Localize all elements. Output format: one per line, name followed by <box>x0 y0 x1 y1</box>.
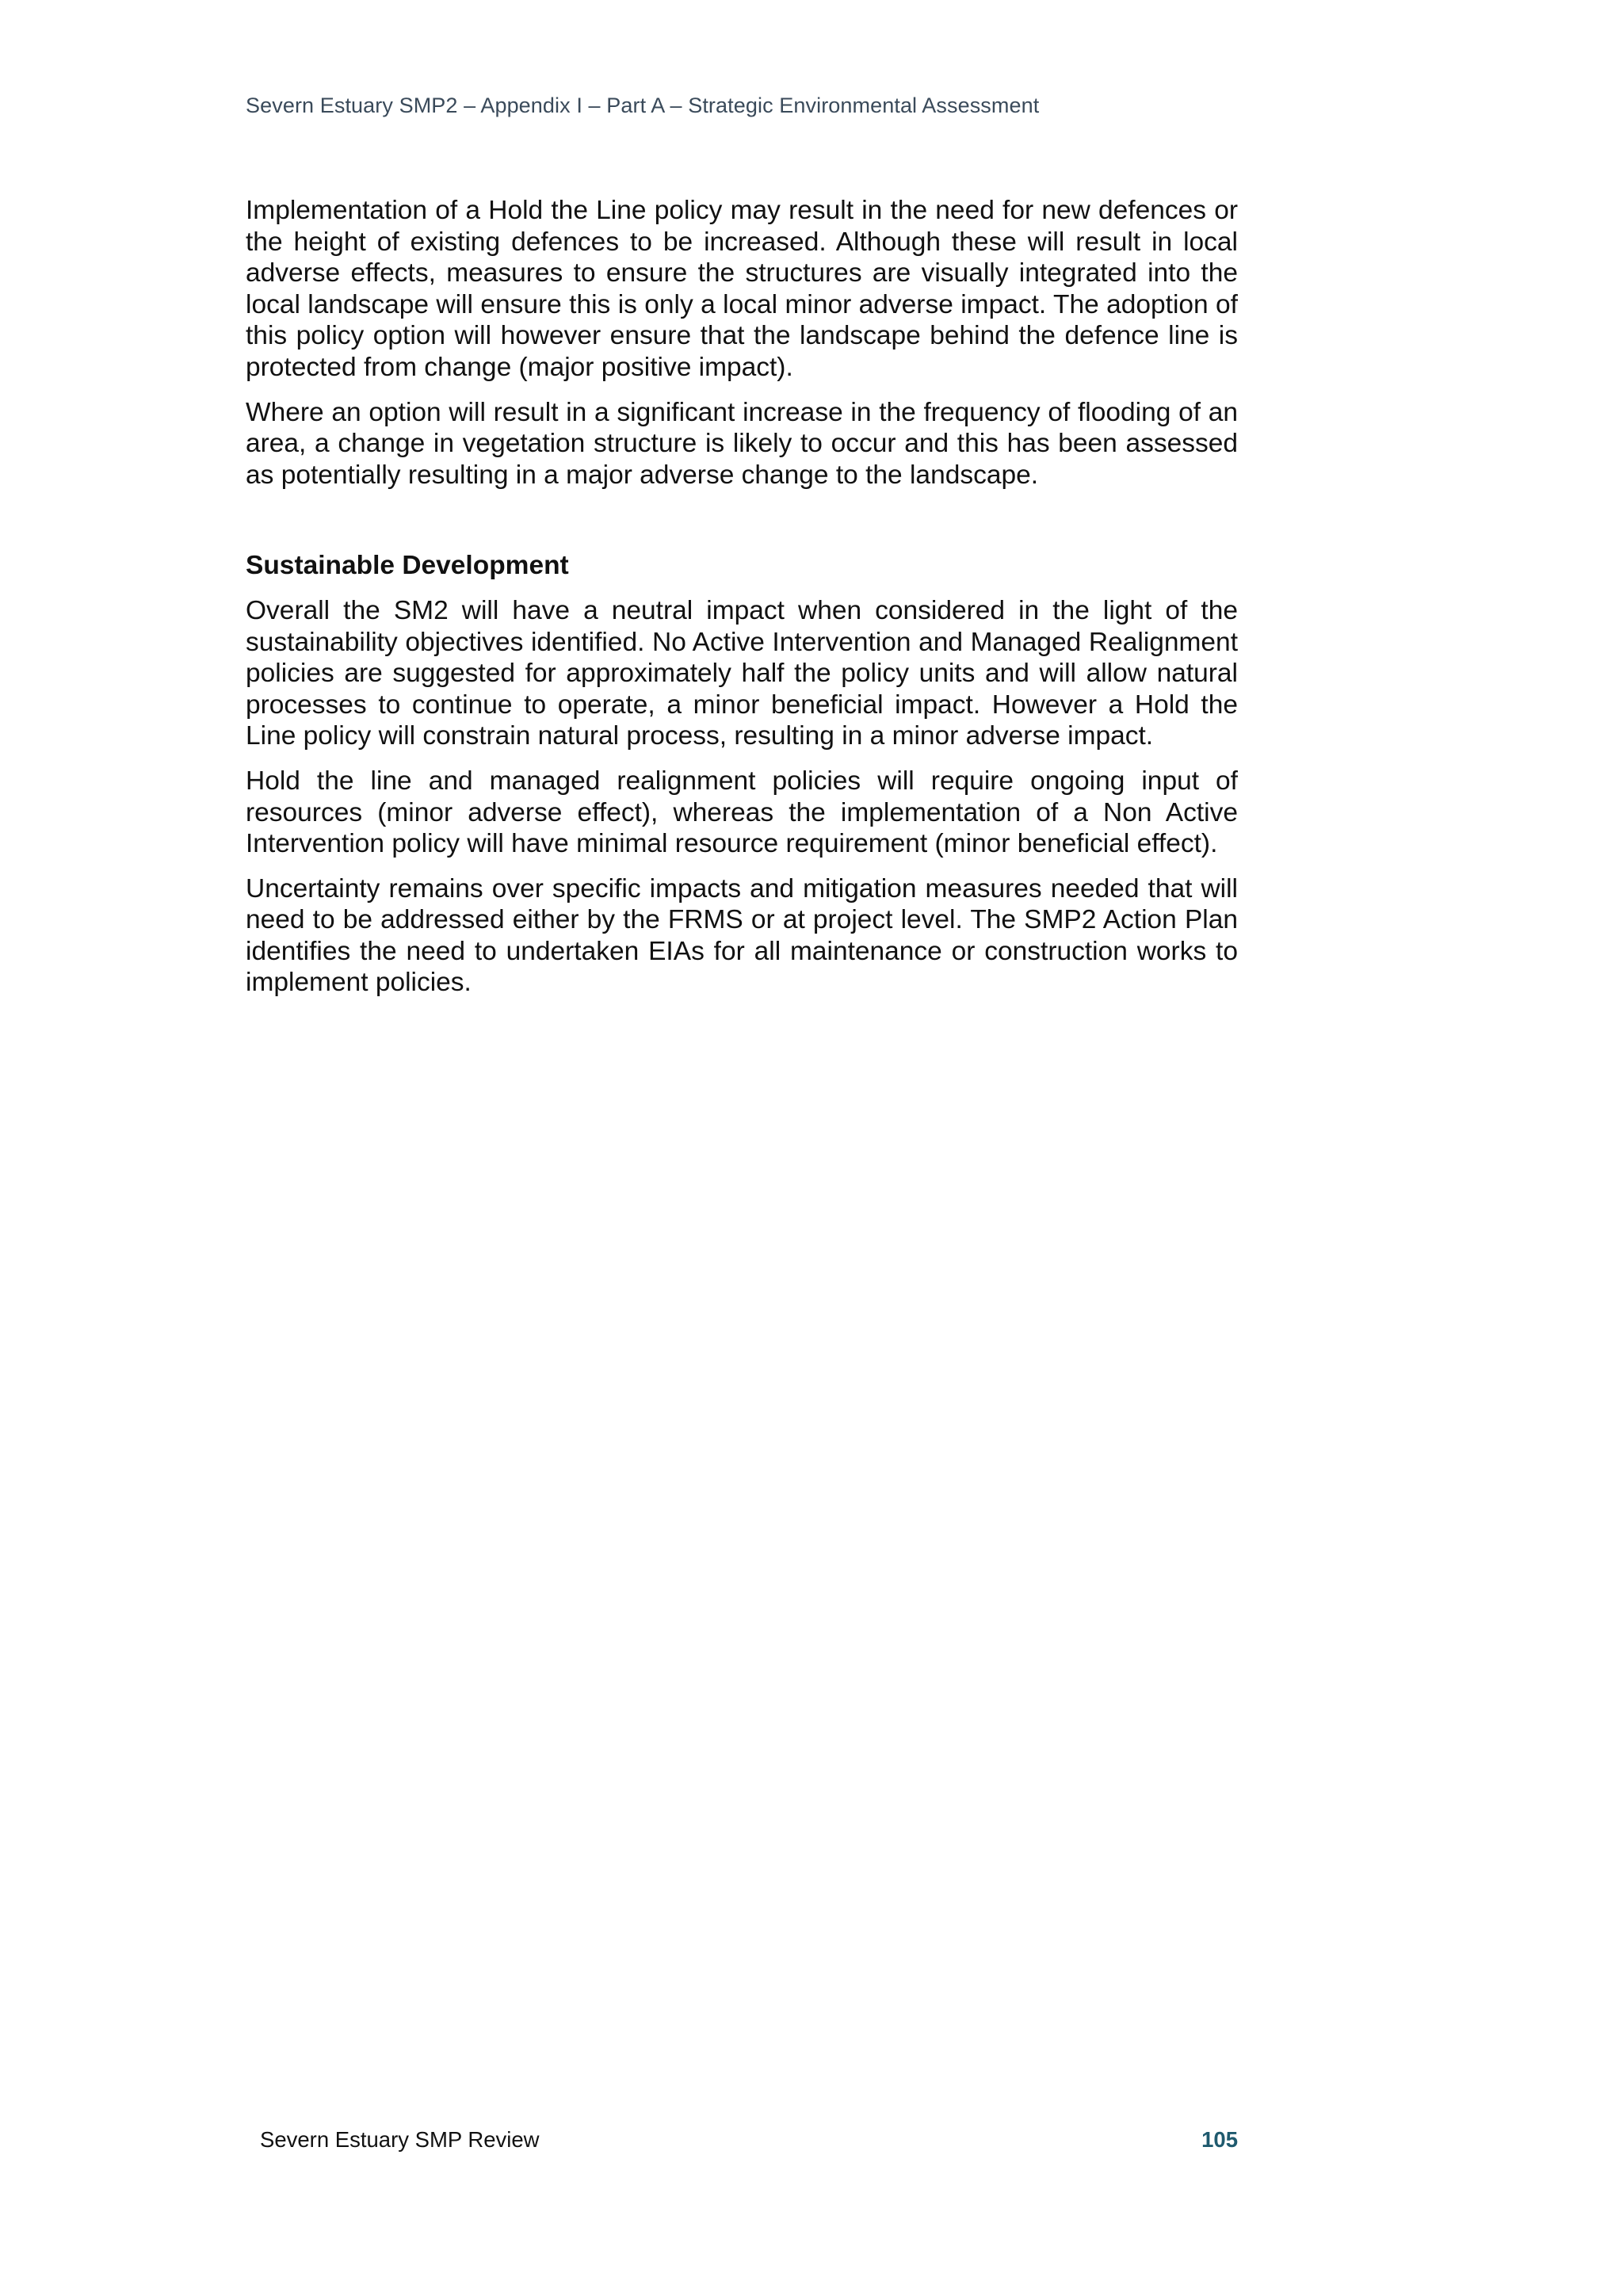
paragraph: Overall the SM2 will have a neutral impact when considered in the light of the sustainability objectives identified. No Active Intervention and Managed Realignment policies are suggested for approximately half the policy units and will allow natural processes to continue to operate, a minor beneficial impact. However a Hold the Line policy will constrain natural process, resulting in a minor adverse impact. <box>246 595 1238 751</box>
paragraph: Implementation of a Hold the Line policy may result in the need for new defences or the height of existing defences to be increased. Although these will result in local adverse effects, measures to ensure the structures are visually integrated into the local landscape will ensure this is only a local minor adverse impact. The adoption of this policy option will however ensure that the landscape behind the defence line is protected from change (major positive impact). <box>246 196 1238 382</box>
running-header: Severn Estuary SMP2 – Appendix I – Part A – Strategic Environmental Assessment <box>246 94 1040 117</box>
body-text <box>246 195 1238 1012</box>
paragraph: Where an option will result in a significant increase in the frequency of flooding of an area, a change in vegetation structure is likely to occur and this has been assessed as potentially resulting in a major adverse change to the landscape. <box>246 397 1238 490</box>
section-heading: Sustainable Development <box>246 551 569 581</box>
footer-document-title: Severn Estuary SMP Review <box>260 2127 540 2152</box>
page-number: 105 <box>1201 2127 1238 2152</box>
paragraph: Uncertainty remains over specific impacts and mitigation measures needed that will need to be addressed either by the FRMS or at project level. The SMP2 Action Plan identifies the need to undertaken EIAs for all maintenance or construction works to implement policies. <box>246 873 1238 998</box>
paragraph: Hold the line and managed realignment policies will require ongoing input of resources (minor adverse effect), whereas the implementation of a Non Active Intervention policy will have minimal resource requirement (minor beneficial effect). <box>246 766 1238 859</box>
